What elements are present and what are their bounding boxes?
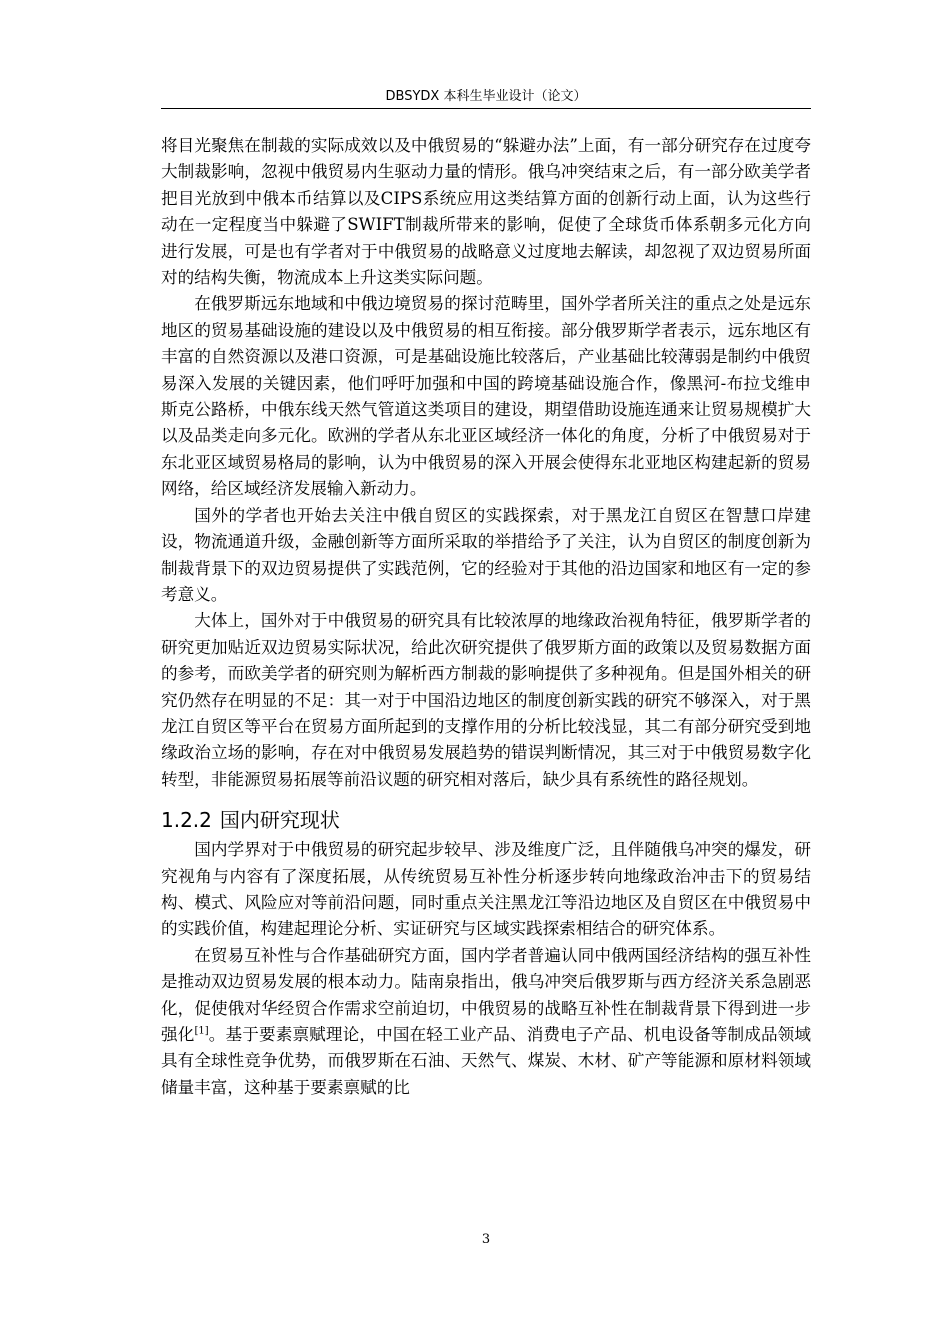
section-heading <box>161 805 811 835</box>
paragraph-domestic-overview: 国内学界对于中俄贸易的研究起步较早、涉及维度广泛，且伴随俄乌冲突的爆发，研究视角与内容有了深度拓展，从传统贸易互补性分析逐步转向地缘政治冲击下的贸易结构、模式、风险应对等前沿问题，同时重点关注黑龙江等沿边地区及自贸区在中俄贸易中的实践价值，构建起理论分析、实证研究与区域实践探索相结合的研究体系。 <box>161 840 811 939</box>
paragraph-text: 。基于要素禀赋理论，中国在轻工业产品、消费电子产品、机电设备等制成品领域具有全球性竞争优势，而俄罗斯在石油、天然气、煤炭、木材、矿产等能源和原材料领域储量丰富，这种基于要素禀赋的比 <box>161 1025 812 1097</box>
paragraph-free-trade-zone: 国外的学者也开始去关注中俄自贸区的实践探索，对于黑龙江自贸区在智慧口岸建设，物流通道升级，金融创新等方面所采取的举措给予了关注，认为自贸区的制度创新为制裁背景下的双边贸易提供了实践范例，它的经验对于其他的沿边国家和地区有一定的参考意义。 <box>161 505 811 604</box>
paragraph-text: 在贸易互补性与合作基础研究方面，国内学者普遍认同中俄两国经济结构的强互补性是推动双边贸易发展的根本动力。陆南泉指出，俄乌冲突后俄罗斯与西方经济关系急剧恶化，促使俄对华经贸合作需求空前迫切，中俄贸易的战略互补性在制裁背景下得到进一步强化 <box>161 945 811 1044</box>
page-number: 3 <box>481 1232 491 1247</box>
header-divider <box>161 108 811 109</box>
paragraph-foreign-summary: 大体上，国外对于中俄贸易的研究具有比较浓厚的地缘政治视角特征，俄罗斯学者的研究更加贴近双边贸易实际状况，给此次研究提供了俄罗斯方面的政策以及贸易数据方面的参考，而欧美学者的研究则为解析西方制裁的影响提供了多种视角。但是国外相关的研究仍然存在明显的不足：其一对于中国沿边地区的制度创新实践的研究不够深入，对于黑龙江自贸区等平台在贸易方面所起到的支撑作用的分析比较浅显，其二有部分研究受到地缘政治立场的影响，存在对中俄贸易发展趋势的错误判断情况，其三对于中俄贸易数字化转型，非能源贸易拓展等前沿议题的研究相对落后，缺少具有系统性的路径规划。 <box>161 611 811 789</box>
paragraph-complementarity <box>161 943 811 1101</box>
paragraph-continuation: 将目光聚焦在制裁的实际成效以及中俄贸易的“躲避办法”上面，有一部分研究存在过度夸大制裁影响，忽视中俄贸易内生驱动力量的情形。俄乌冲突结束之后，有一部分欧美学者把目光放到中俄本币结算以及CIPS系统应用这类结算方面的创新行动上面，认为这些行动在一定程度当中躲避了SWIFT制裁所带来的影响，促使了全球货币体系朝多元化方向进行发展，可是也有学者对于中俄贸易的战略意义过度地去解读，却忽视了双边贸易所面对的结构失衡，物流成本上升这类实际问题。 <box>161 136 811 288</box>
section-title: 国内研究现状 <box>219 808 340 833</box>
section-number: 1.2.2 <box>161 808 212 833</box>
running-header: DBSYDX 本科生毕业设计（论文） <box>385 89 587 104</box>
body-text <box>161 133 811 1101</box>
paragraph-far-east-trade: 在俄罗斯远东地域和中俄边境贸易的探讨范畴里，国外学者所关注的重点之处是远东地区的贸易基础设施的建设以及中俄贸易的相互衔接。部分俄罗斯学者表示，远东地区有丰富的自然资源以及港口资源，可是基础设施比较落后，产业基础比较薄弱是制约中俄贸易深入发展的关键因素，他们呼吁加强和中国的跨境基础设施合作，像黑河-布拉戈维申斯克公路桥，中俄东线天然气管道这类项目的建设，期望借助设施连通来让贸易规模扩大以及品类走向多元化。欧洲的学者从东北亚区域经济一体化的角度，分析了中俄贸易对于东北亚区域贸易格局的影响，认为中俄贸易的深入开展会使得东北亚地区构建起新的贸易网络，给区域经济发展输入新动力。 <box>161 294 811 499</box>
citation-reference[interactable]: [1] <box>194 1025 209 1037</box>
